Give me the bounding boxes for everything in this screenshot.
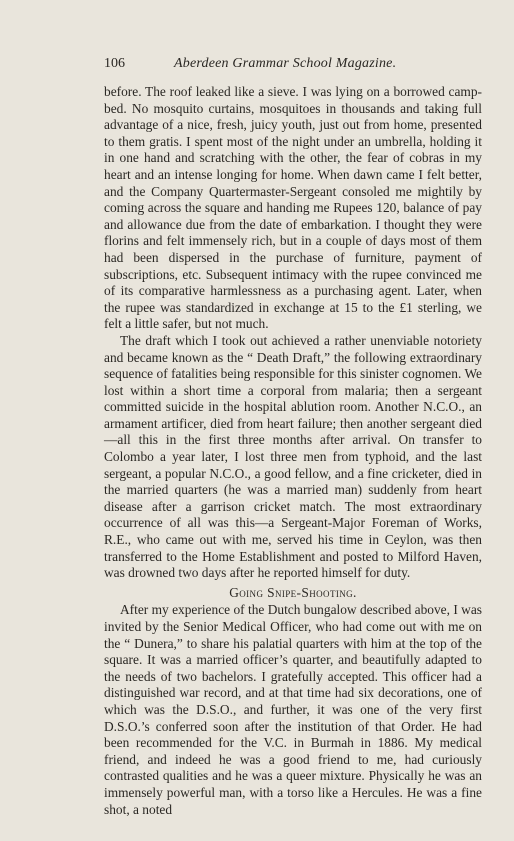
page-number: 106	[104, 56, 125, 71]
paragraph: before. The roof leaked like a sieve. I was lying on a borrowed camp-bed. No mosquito curtains, mosquitoes in thousands and taking full advantage of a nice, fresh, juicy youth, just out from home, presented to them gratis. I spent most of the night under an umbrella, holding it in one hand and scratching with the other, the fear of cobras in my heart and an intense longing for home. When dawn came I felt better, and the Company Quartermaster-Sergeant consoled me mightily by coming across the square and handing me Rupees 120, balance of pay and allowance due from the date of embarkation. I thought they were florins and felt immensely rich, but in a couple of days most of them had been dispersed in the purchase of furniture, payment of subscriptions, etc. Subsequent intimacy with the rupee convinced me of its comparative harmlessness as a purchasing agent. Later, when the rupee was standardized in exchange at 15 to the £1 sterling, we felt a little safer, but not much.	[104, 84, 482, 332]
paragraph: After my experience of the Dutch bungalow described above, I was invited by the Senior Medical Officer, who had come out with me on the “ Dunera,” to share his palatial quarters with him at the top of the square. It was a married officer’s quarter, and beautifully adapted to the needs of two bachelors. I gratefully accepted. This officer had a distinguished war record, and at that time had six decorations, one of which was the D.S.O., and further, it was one of the very first D.S.O.’s conferred soon after the institution of that Order. He had been recommended for the V.C. in Burmah in 1886. My medical friend, and indeed he was a good friend to me, had curiously contrasted qualities and he was a queer mixture. Physically he was an immensely powerful man, with a torso like a Hercules. He was a fine shot, a noted	[104, 602, 482, 817]
paragraph: The draft which I took out achieved a rather unenviable notoriety and became known as the “ Death Draft,” the following extraordinary sequence of fatalities being responsible for this sinister cognomen. We lost within a short time a corporal from malaria; then a sergeant committed suicide in the hospital ablution room. Another N.C.O., an armament artificer, died from heart failure; then another sergeant died—all this in the first three months after arrival. On transfer to Colombo a year later, I lost three men from typhoid, and the last sergeant, a popular N.C.O., a good fellow, and a fine cricketer, died in the married quarters (he was a married man) suddenly from heart disease after a garrison cricket match. The most extraordinary occurrence of all was this—a Sergeant-Major Foreman of Works, R.E., who came out with me, served his time in Ceylon, was then transferred to the Home Establishment and posted to Milford Haven, was drowned two days after he reported himself for duty.	[104, 332, 482, 581]
page-header	[104, 56, 482, 72]
section-heading: Going Snipe-Shooting.	[229, 584, 357, 600]
running-title: Aberdeen Grammar School Magazine.	[174, 56, 397, 71]
body-text	[104, 84, 482, 818]
